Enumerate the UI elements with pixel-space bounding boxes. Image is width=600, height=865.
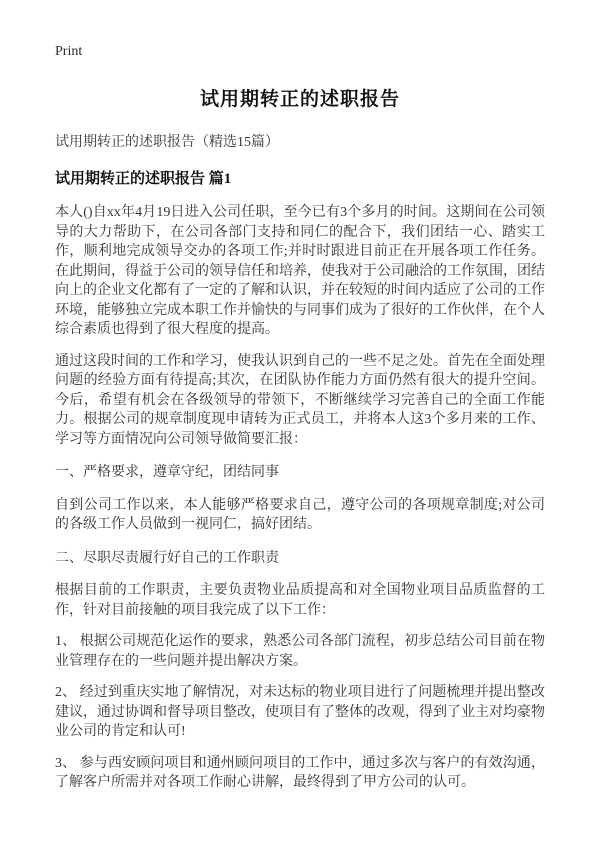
intro-paragraph-2: 通过这段时间的工作和学习，使我认识到自己的一些不足之处。首先在全面处理问题的经验方面有待提高;其次，在团队协作能力方面仍然有很大的提升空间。今后，希望有机会在各级领导的带领下，不断继续学习完善自己的全面工作能力。根据公司的规章制度现申请转为正式员工，并将本人这3个多月来的工作、学习等方面情况向公司领导做简要汇报：	[55, 353, 545, 447]
section-heading-1: 一、严格要求，遵章守纪，团结同事	[55, 465, 279, 480]
section-2-paragraph-1: 根据目前的工作职责，主要负责物业品质提高和对全国物业项目品质监督的工作，针对目前接触的项目我完成了以下工作：	[55, 583, 545, 618]
section-2-list-item-3: 3、 参与西安顾问项目和通州顾问项目的工作中，通过多次与客户的有效沟通，了解客户所需并对各项工作耐心讲解，最终得到了甲方公司的认可。	[55, 755, 545, 790]
document-title: 试用期转正的述职报告	[199, 89, 400, 110]
section-1-paragraph-1: 自到公司工作以来，本人能够严格要求自己，遵守公司的各项规章制度;对公司的各级工作人员做到一视同仁，搞好团结。	[55, 497, 545, 532]
intro-paragraph-1: 本人()自xx年4月19日进入公司任职，至今已有3个多月的时间。这期间在公司领导的大力帮助下，在公司各部门支持和同仁的配合下，我们团结一心、踏实工作，顺利地完成领导交办的各项工作;并时时跟进目前正在开展各项工作任务。在此期间，得益于公司的领导信任和培养，使我对于公司融洽的工作氛围，团结向上的企业文化都有了一定的了解和认识，并在较短的时间内适应了公司的工作环境，能够独立完成本职工作并愉快的与同事们成为了很好的工作伙伴，在个人综合素质也得到了很大程度的提高。	[55, 205, 545, 337]
section-2-list-item-2: 2、 经过到重庆实地了解情况，对未达标的物业项目进行了问题梳理并提出整改建议，通过协调和督导项目整改，使项目有了整体的改观，得到了业主对均豪物业公司的肯定和认可!	[55, 685, 545, 739]
document-subtitle: 试用期转正的述职报告（精选15篇）	[55, 135, 279, 150]
print-button[interactable]: Print	[55, 44, 83, 59]
section-heading-2: 二、尽职尽责履行好自己的工作职责	[55, 550, 279, 566]
section-2-list-item-1: 1、 根据公司规范化运作的要求，熟悉公司各部门流程，初步总结公司目前在物业管理存在的一些问题并提出解决方案。	[55, 634, 545, 669]
article-heading: 试用期转正的述职报告 篇1	[55, 171, 232, 187]
